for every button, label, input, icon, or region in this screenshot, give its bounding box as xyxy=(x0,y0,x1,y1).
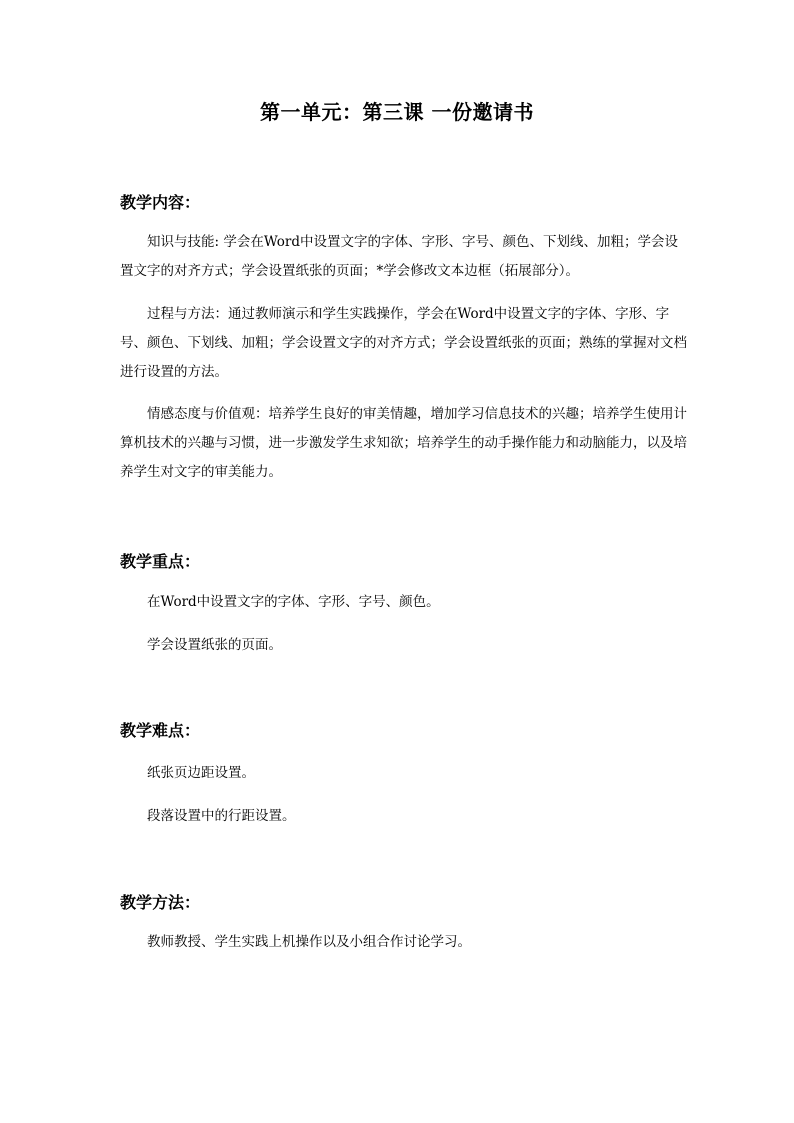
paragraph-knowledge-skills: 知识与技能: 学会在Word中设置文字的字体、字形、字号、颜色、下划线、加粗；学会设置文字的对齐方式；学会设置纸张的页面；*学会修改文本边框（拓展部分）。 xyxy=(120,234,679,279)
paragraph-attitude-values: 情感态度与价值观：培养学生良好的审美情趣，增加学习信息技术的兴趣；培养学生使用计算机技术的兴趣与习惯，进一步激发学生求知欲；培养学生的动手操作能力和动脑能力，以及培养学生对文字的审美能力。 xyxy=(120,406,687,480)
document-title: 第一单元：第三课 一份邀请书 xyxy=(260,100,534,124)
section-heading-content: 教学内容： xyxy=(120,193,201,212)
method-item: 教师教授、学生实践上机操作以及小组合作讨论学习。 xyxy=(147,934,471,950)
key-point-item: 学会设置纸张的页面。 xyxy=(147,637,282,653)
section-heading-difficulties: 教学难点： xyxy=(120,721,201,740)
paragraph-process-methods: 过程与方法：通过教师演示和学生实践操作，学会在Word中设置文字的字体、字形、字号、颜色、下划线、加粗；学会设置文字的对齐方式；学会设置纸张的页面；熟练的掌握对文档进行设置的方法。 xyxy=(120,306,687,380)
difficulty-item: 段落设置中的行距设置。 xyxy=(147,808,296,824)
difficulty-item: 纸张页边距设置。 xyxy=(147,765,255,781)
section-heading-methods: 教学方法： xyxy=(120,893,201,912)
section-heading-key-points: 教学重点： xyxy=(120,552,201,571)
key-point-item: 在Word中设置文字的字体、字形、字号、颜色。 xyxy=(147,594,440,610)
